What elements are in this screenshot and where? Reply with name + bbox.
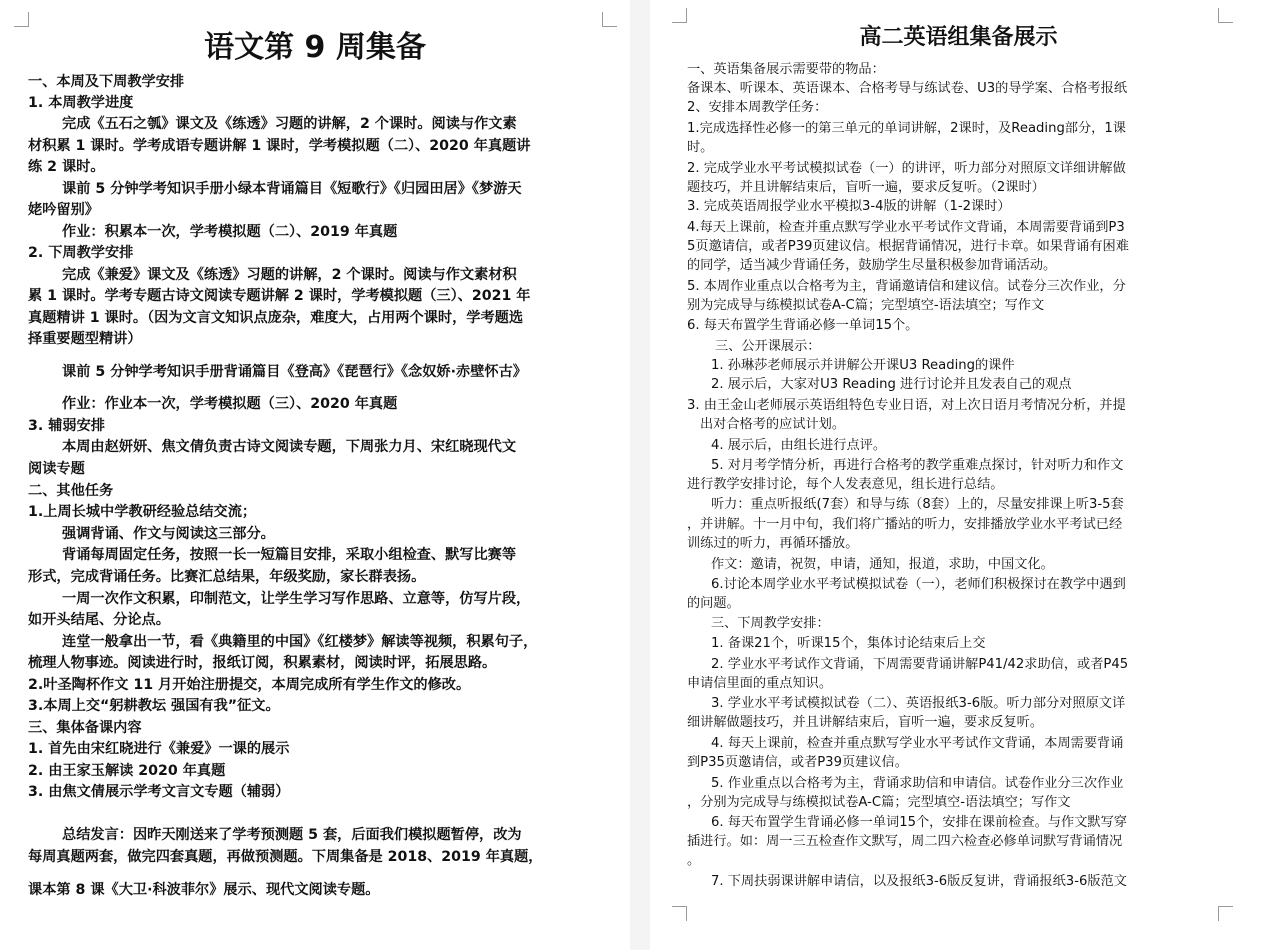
text-line: 三、公开课展示：	[715, 339, 821, 354]
crop-mark-top-right	[1218, 8, 1233, 23]
text-line: 总结发言：因昨天刚送来了学考预测题 5 套，后面我们模拟题暂停，改为	[62, 827, 522, 843]
text-line: 别为完成导与练模拟试卷A-C篇；完型填空-语法填空；写作文	[687, 298, 1045, 313]
text-line: 时。	[687, 140, 714, 155]
crop-mark-bottom-right	[1218, 906, 1233, 921]
text-line: 作业：作业本一次，学考模拟题（三）、2020 年真题	[62, 396, 398, 412]
text-line: 1. 首先由宋红晓进行《兼爱》一课的展示	[28, 741, 290, 757]
text-line: 2. 完成学业水平考试模拟试卷（一）的讲评，听力部分对照原文详细讲解做	[687, 161, 1126, 176]
text-line: 进行教学安排讨论，每个人发表意见，组长进行总结。	[687, 477, 1004, 492]
text-line: 作业：积累本一次，学考模拟题（二）、2019 年真题	[62, 224, 398, 240]
text-line: 3. 学业水平考试模拟试卷（二）、英语报纸3-6版。听力部分对照原文详	[711, 696, 1126, 711]
text-line: 真题精讲 1 课时。（因为文言文知识点庞杂，难度大，占用两个课时，学考题选	[28, 310, 524, 326]
text-line: ，分别为完成导与练模拟试卷A-C篇；完型填空-语法填空；写作文	[687, 795, 1071, 810]
text-line: 梳理人物事迹。阅读进行时，报纸订阅，积累素材，阅读时评，拓展思路。	[28, 655, 497, 671]
text-line: 备课本、听课本、英语课本、合格考导与练试卷、U3的导学案、合格考报纸	[687, 81, 1128, 96]
text-line: 课前 5 分钟学考知识手册小绿本背诵篇目《短歌行》《归园田居》《梦游天	[62, 181, 522, 197]
text-line: 6.讨论本周学业水平考试模拟试卷（一），老师们积极探讨在教学中遇到	[711, 577, 1126, 592]
text-line: 4. 每天上课前，检查并重点默写学业水平考试作文背诵，本周需要背诵	[711, 736, 1124, 751]
text-line: 3. 由焦文倩展示学考文言文专题（辅弱）	[28, 784, 290, 800]
text-line: 1.完成选择性必修一的第三单元的单词讲解，2课时，及Reading部分，1课	[687, 121, 1126, 136]
text-line: 1. 孙琳莎老师展示并讲解公开课U3 Reading的课件	[711, 358, 1015, 373]
text-line: 一、本周及下周教学安排	[28, 74, 185, 90]
crop-mark-top-left	[14, 12, 29, 27]
text-line: 课前 5 分钟学考知识手册背诵篇目《登高》《琵琶行》《念奴娇·赤壁怀古》	[62, 364, 527, 380]
text-line: 强调背诵、作文与阅读这三部分。	[62, 526, 275, 542]
text-line: 的同学，适当减少背诵任务，鼓励学生尽量积极参加背诵活动。	[687, 258, 1057, 273]
text-line: 材积累 1 课时。学考成语专题讲解 1 课时，学考模拟题（二）、2020 年真题讲	[28, 138, 531, 154]
text-line: 连堂一般拿出一节，看《典籍里的中国》《红楼梦》解读等视频，积累句子，	[62, 634, 538, 650]
crop-mark-top-left	[672, 8, 687, 23]
text-line: 3. 辅弱安排	[28, 418, 105, 434]
text-line: 背诵每周固定任务，按照一长一短篇目安排，采取小组检查、默写比赛等	[62, 547, 517, 563]
text-line: 4.每天上课前，检查并重点默写学业水平考试作文背诵，本周需要背诵到P3	[687, 220, 1125, 235]
text-line: 完成《兼爱》课文及《练透》习题的讲解，2 个课时。阅读与作文素材积	[62, 267, 517, 283]
text-line: 听力：重点听报纸(7套）和导与练（8套）上的，尽量安排课上听3-5套	[711, 497, 1124, 512]
text-line: 3. 由王金山老师展示英语组特色专业日语，对上次日语月考情况分析，并提	[687, 398, 1126, 413]
text-line: 训练过的听力，再循环播放。	[687, 536, 859, 551]
text-line: 择重要题型精讲）	[28, 331, 142, 347]
text-line: 3.本周上交“躬耕教坛 强国有我”征文。	[28, 698, 280, 714]
text-line: 。	[687, 853, 701, 868]
text-line: 2. 展示后，大家对U3 Reading 进行讨论并且发表自己的观点	[711, 377, 1072, 392]
page-gutter	[630, 0, 650, 950]
text-line: 2.叶圣陶杯作文 11 月开始注册提交，本周完成所有学生作文的修改。	[28, 677, 471, 693]
text-line: 一周一次作文积累，印制范文，让学生学习写作思路、立意等，仿写片段，	[62, 591, 531, 607]
text-line: 2、安排本周教学任务：	[687, 100, 828, 115]
text-line: 课本第 8 课《大卫·科波菲尔》展示、现代文阅读专题。	[28, 882, 380, 898]
crop-mark-top-right	[602, 12, 617, 27]
text-line: 1. 备课21个，听课15个，集体讨论结束后上交	[711, 636, 986, 651]
text-line: ，并讲解。十一月中旬，我们将广播站的听力，安排播放学业水平考试已经	[687, 517, 1123, 532]
text-line: 完成《五石之瓠》课文及《练透》习题的讲解，2 个课时。阅读与作文素	[62, 116, 517, 132]
text-line: 形式，完成背诵任务。比赛汇总结果，年级奖励，家长群表扬。	[28, 569, 426, 585]
text-line: 每周真题两套，做完四套真题，再做预测题。下周集备是 2018、2019 年真题，	[28, 849, 543, 865]
text-line: 3. 完成英语周报学业水平模拟3-4版的讲解（1-2课时）	[687, 199, 1011, 214]
page-title: 语文第 9 周集备	[204, 30, 426, 65]
text-line: 2. 学业水平考试作文背诵，下周需要背诵讲解P41/42求助信，或者P45	[711, 657, 1129, 672]
text-line: 7. 下周扶弱课讲解申请信，以及报纸3-6版反复讲，背诵报纸3-6版范文	[711, 874, 1127, 889]
text-line: 如开头结尾、分论点。	[28, 612, 170, 628]
text-line: 到P35页邀请信，或者P39页建议信。	[687, 755, 908, 770]
text-line: 5. 对月考学情分析，再进行合格考的教学重难点探讨，针对听力和作文	[711, 458, 1124, 473]
text-line: 出对合格考的应试计划。	[700, 417, 846, 432]
text-line: 的问题。	[687, 596, 740, 611]
text-line: 练 2 课时。	[28, 159, 105, 175]
text-line: 6. 每天布置学生背诵必修一单词15个。	[687, 318, 919, 333]
text-line: 5. 本周作业重点以合格考为主，背诵邀请信和建议信。试卷分三次作业，分	[687, 279, 1126, 294]
chinese-lesson-plan-page	[0, 0, 630, 950]
text-line: 1. 本周教学进度	[28, 95, 134, 111]
text-line: 2. 由王家玉解读 2020 年真题	[28, 763, 226, 779]
text-line: 申请信里面的重点知识。	[687, 676, 833, 691]
text-line: 插进行。如：周一三五检查作文默写，周二四六检查必修单词默写背诵情况	[687, 834, 1123, 849]
text-line: 2. 下周教学安排	[28, 245, 134, 261]
text-line: 5. 作业重点以合格考为主，背诵求助信和申请信。试卷作业分三次作业	[711, 776, 1124, 791]
text-line: 三、集体备课内容	[28, 720, 142, 736]
text-line: 4. 展示后，由组长进行点评。	[711, 438, 887, 453]
text-line: 作文：邀请，祝贺，申请，通知，报道，求助，中国文化。	[711, 557, 1054, 572]
text-line: 1.上周长城中学教研经验总结交流；	[28, 504, 257, 520]
text-line: 二、其他任务	[28, 483, 114, 499]
text-line: 细讲解做题技巧，并且讲解结束后，盲听一遍，要求反复听。	[687, 715, 1044, 730]
text-line: 题技巧，并且讲解结束后，盲听一遍，要求反复听。（2课时）	[687, 180, 1045, 195]
text-line: 阅读专题	[28, 461, 85, 477]
text-line: 一、英语集备展示需要带的物品：	[687, 62, 885, 77]
text-line: 累 1 课时。学考专题古诗文阅读专题讲解 2 课时，学考模拟题（三）、2021 年	[28, 288, 531, 304]
text-line: 姥吟留别》	[28, 202, 99, 218]
english-lesson-plan-page	[650, 0, 1267, 950]
text-line: 本周由赵妍妍、焦文倩负责古诗文阅读专题，下周张力月、宋红晓现代文	[62, 439, 517, 455]
text-line: 5页邀请信，或者P39页建议信。根据背诵情况，进行卡章。如果背诵有困难	[687, 239, 1129, 254]
page-title: 高二英语组集备展示	[859, 25, 1058, 50]
text-line: 6. 每天布置学生背诵必修一单词15个，安排在课前检查。与作文默写穿	[711, 815, 1127, 830]
crop-mark-bottom-left	[672, 906, 687, 921]
text-line: 三、下周教学安排：	[711, 616, 830, 631]
